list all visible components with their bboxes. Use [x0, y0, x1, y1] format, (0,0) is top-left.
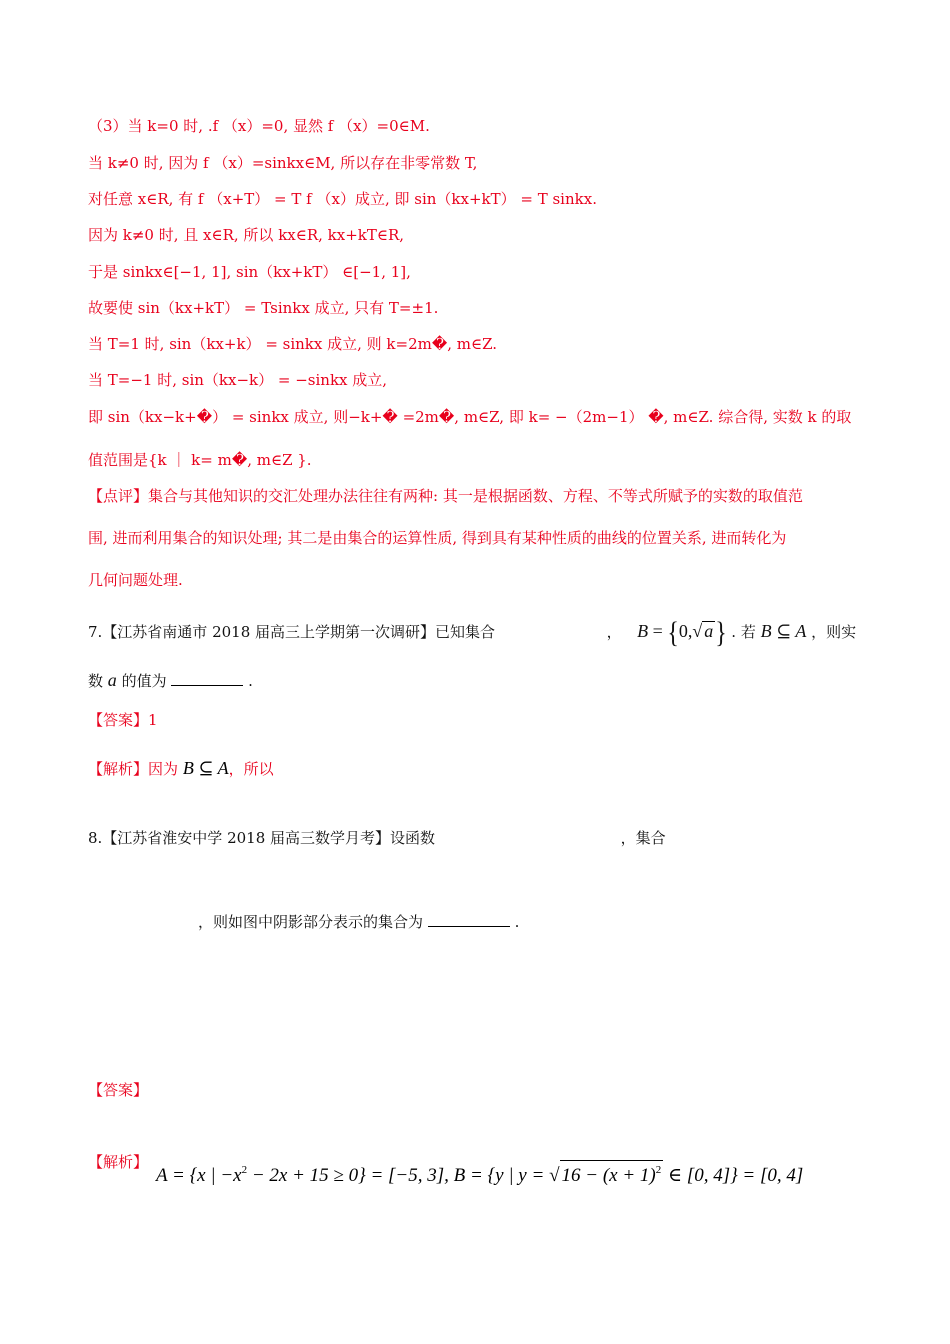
solution-line-8: 当 T=−1 时, sin（kx−k） = −sinkx 成立,: [88, 371, 388, 389]
q8-analysis-formula: A = {x | $-x^2 - 2x + 15 \ge 0\} = [-5$, 3], B = {y | y = √ $16 - (x + 1)^2$ ∈ [0, 4]} = [0, 4]: [156, 1160, 803, 1186]
solution-line-2: 当 k≠0 时, 因为 f （x）=sinkx∈M, 所以存在非零常数 T,: [88, 154, 478, 172]
solution-line-4: 因为 k≠0 时, 且 x∈R, 所以 kx∈R, kx+kT∈R,: [88, 226, 405, 244]
solution-line-10: 值范围是{k ｜ k= m�, m∈Z }.: [88, 451, 312, 469]
q7-condition: B ⊆ A: [760, 621, 807, 641]
q7-answer-value: 1: [148, 711, 158, 729]
q7-stem-line: 7.【江苏省南通市 2018 届高三上学期第一次调研】已知集合 ， B = {0,√ a} . 若 B ⊆ A ，则实: [88, 616, 857, 650]
q7-comma: ，: [606, 623, 622, 641]
q8-analysis-label: 【解析】: [88, 1153, 149, 1171]
q7-stem: 7.【江苏省南通市 2018 届高三上学期第一次调研】已知集合: [88, 623, 496, 641]
q8-answer-label: 【答案】: [88, 1081, 149, 1099]
comment-line-3: 几何问题处理.: [88, 571, 183, 589]
q7-analysis-math: B ⊆ A: [182, 758, 229, 778]
q7-answer: [88, 710, 158, 730]
q8-sqrt: $16 - (x + 1)^2$: [560, 1160, 664, 1185]
q7-answer-label: 【答案】: [88, 711, 149, 729]
comment-line-1: 【点评】集合与其他知识的交汇处理办法往往有两种: 其一是根据函数、方程、不等式所赋予的实数的取值范: [88, 487, 803, 505]
solution-line-9: 即 sin（kx−k+�） = sinkx 成立, 则−k+� =2m�, m∈Z, 即 k= −（2m−1） �, m∈Z. 综合得, 实数 k 的取: [88, 408, 852, 426]
q7-analysis: 【解析】因为 B ⊆ A，所以: [88, 758, 274, 778]
q8-answer-blank: [428, 912, 510, 927]
solution-line-7: 当 T=1 时, sin（kx+k） = sinkx 成立, 则 k=2m�, m∈Z.: [88, 335, 498, 353]
q8-line-2: ，则如图中阴影部分表示的集合为 .: [198, 913, 520, 931]
q7-line-2: 数 a 的值为 .: [88, 670, 253, 690]
q7-analysis-label: 【解析】: [88, 760, 149, 778]
comment-line-2: 围, 进而利用集合的知识处理; 其二是由集合的运算性质, 得到具有某种性质的曲线的位置关系, 进而转化为: [88, 529, 787, 547]
solution-line-5: 于是 sinkx∈[−1, 1], sin（kx+kT） ∈[−1, 1],: [88, 263, 411, 281]
q8-stem: 8.【江苏省淮安中学 2018 届高三数学月考】设函数: [88, 829, 436, 847]
q8-stem-line: 8.【江苏省淮安中学 2018 届高三数学月考】设函数 ，集合: [88, 829, 666, 847]
q7-answer-blank: [171, 671, 243, 686]
solution-line-3: 对任意 x∈R, 有 f （x+T） = T f （x）成立, 即 sin（kx+kT） = T sinkx.: [88, 190, 597, 208]
q7-set-B-math: B = {0,√ a}: [637, 616, 727, 650]
solution-line-6: 故要使 sin（kx+kT） = Tsinkx 成立, 只有 T=±1.: [88, 299, 439, 317]
solution-line-1: （3）当 k=0 时, .f （x）=0, 显然 f （x）=0∈M.: [88, 117, 430, 135]
